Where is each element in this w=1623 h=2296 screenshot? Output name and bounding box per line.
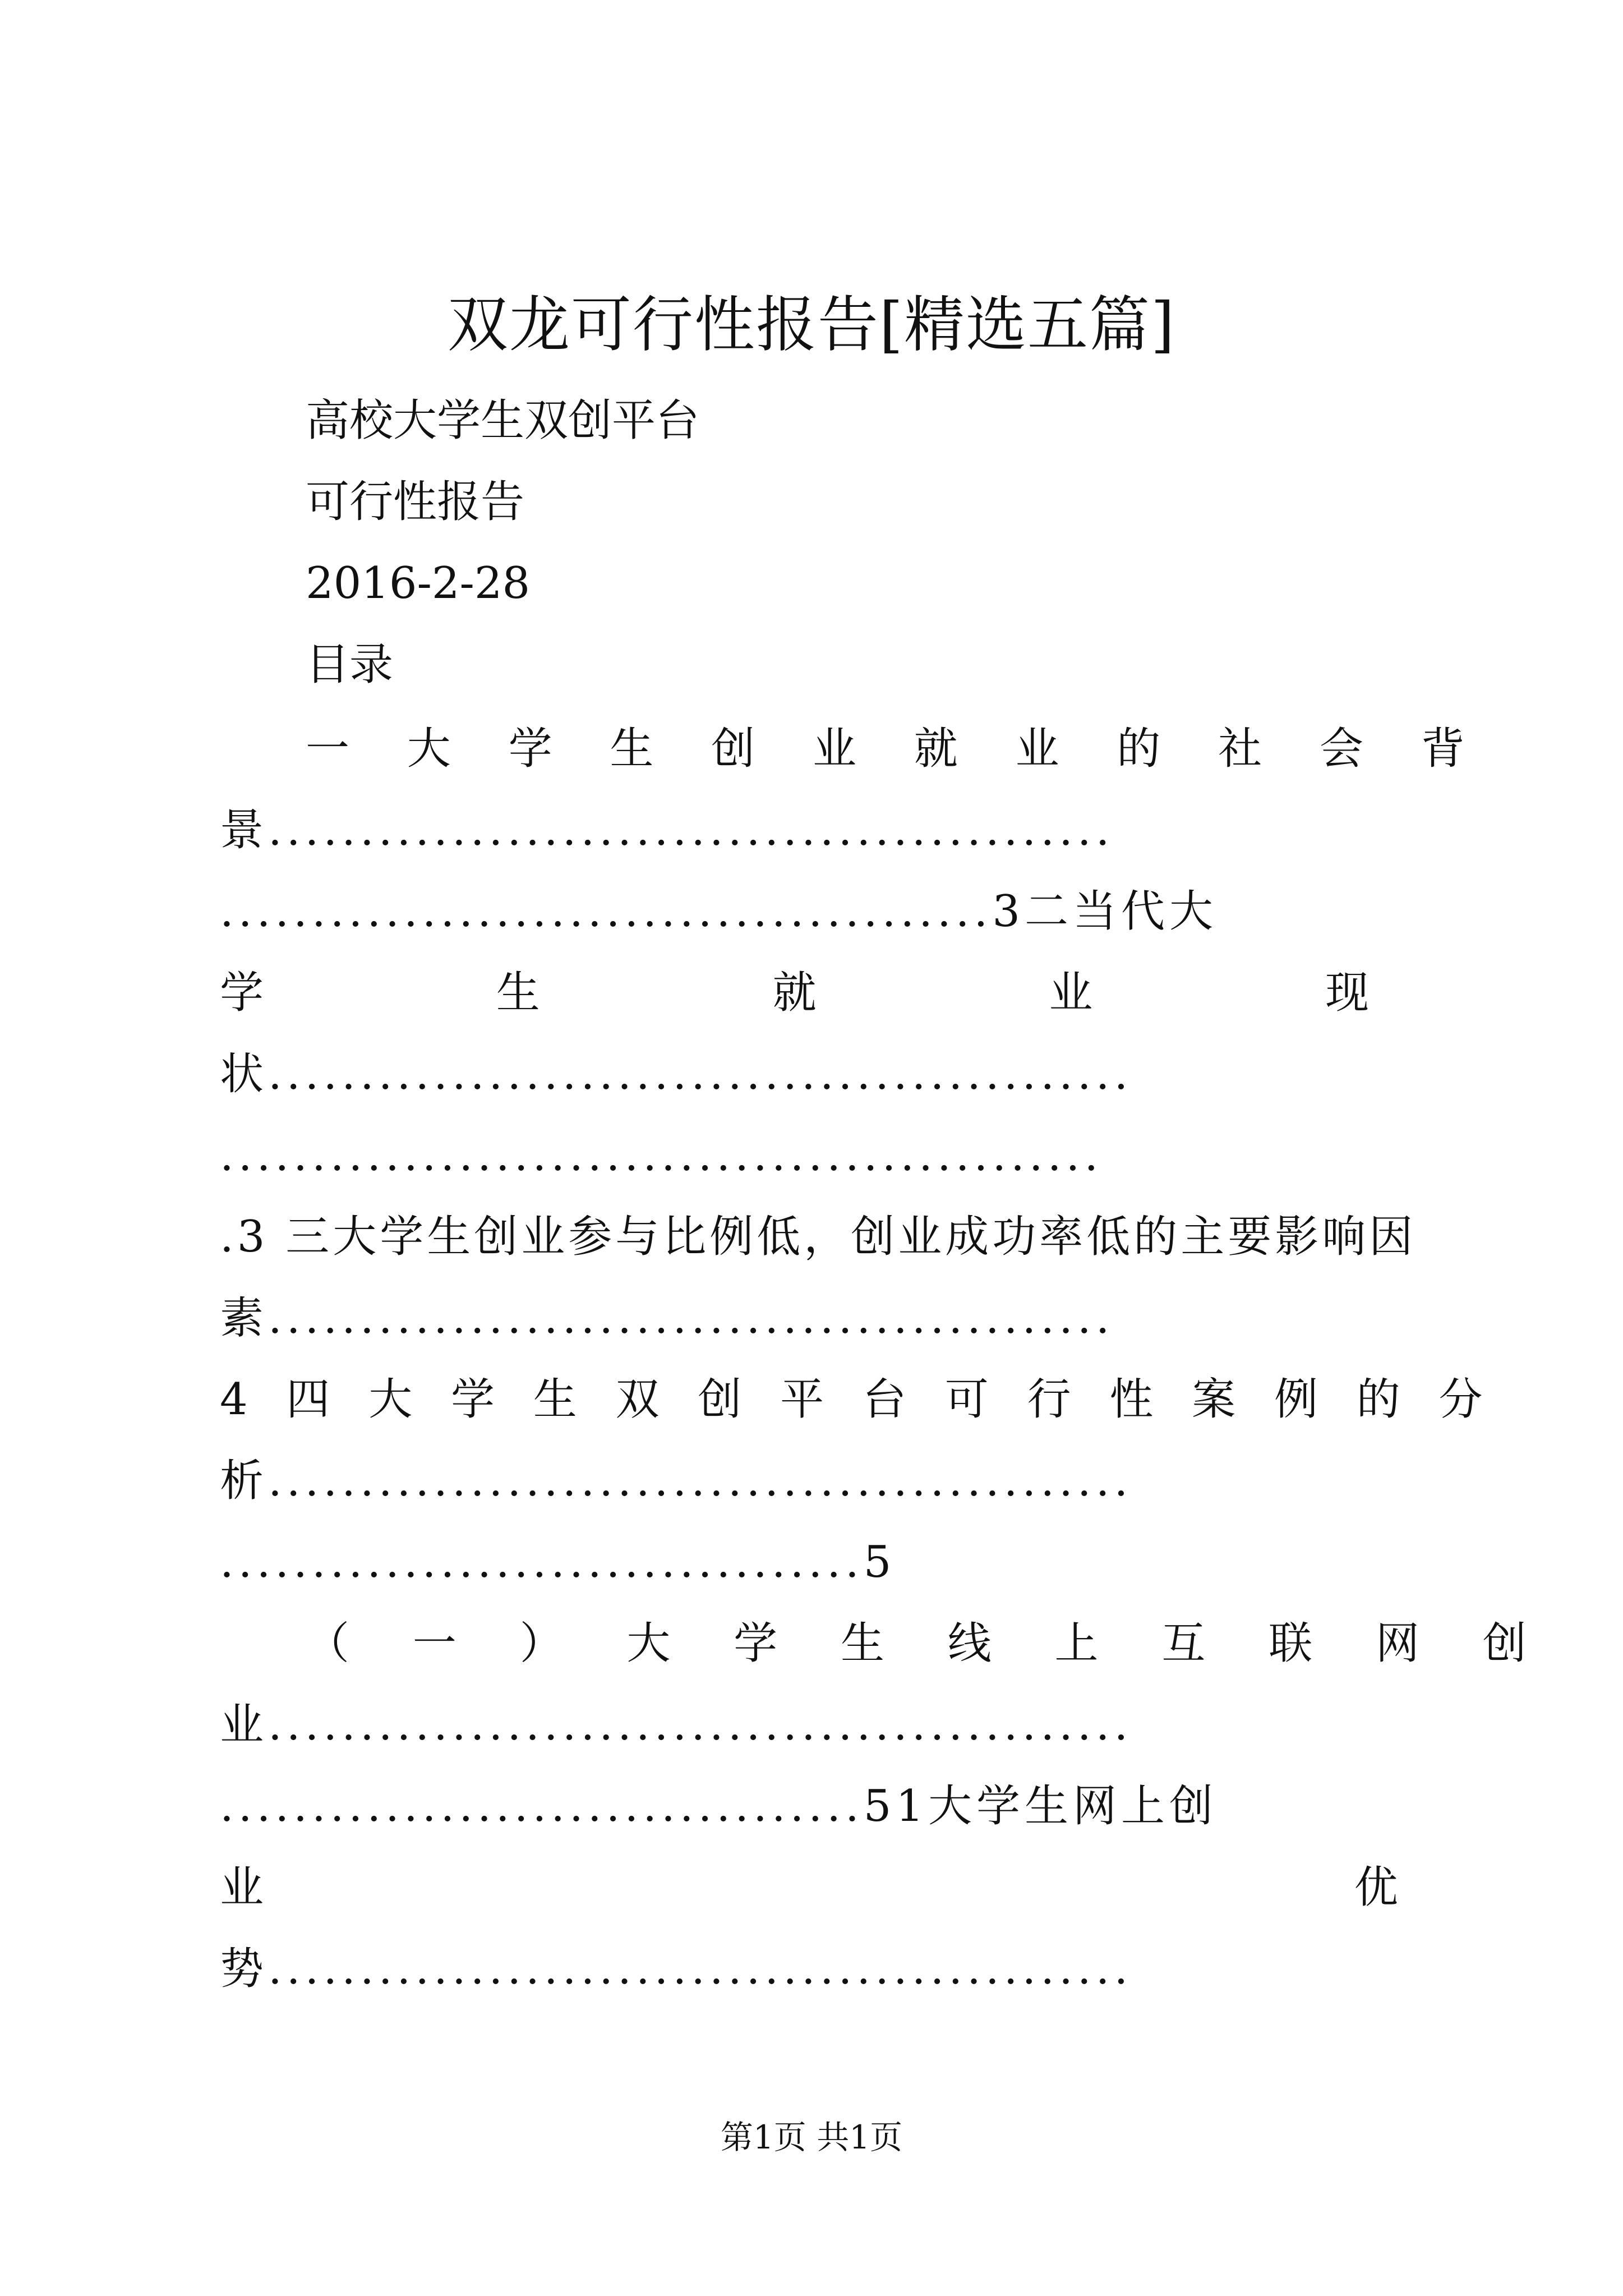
toc-line: 业............................................... — [220, 1700, 1133, 1750]
toc-line: ................................................ — [220, 1130, 1103, 1181]
toc-line: 业 优 — [220, 1862, 1398, 1913]
toc-line: 景.............................................. — [220, 805, 1114, 855]
subtitle-report: 可行性报告 — [306, 477, 525, 527]
toc-line: 4 四 大 学 生 双 创 平 台 可 行 性 案 例 的 分 — [220, 1374, 1483, 1425]
toc-line: （ 一 ） 大 学 生 线 上 互 联 网 创 — [306, 1618, 1527, 1669]
subtitle-platform: 高校大学生双创平台 — [306, 395, 700, 446]
toc-line: 素.............................................. — [220, 1293, 1114, 1343]
toc-line: 状............................................... — [220, 1049, 1133, 1099]
document-date: 2016-2-28 — [306, 558, 531, 609]
toc-heading: 目录 — [306, 639, 394, 690]
toc-line — [306, 721, 1465, 777]
toc-line: ...................................5 — [220, 1537, 896, 1588]
toc-line: ..........................................3二当代大 — [220, 886, 1218, 937]
toc-line: ...................................51大学生网上创 — [220, 1781, 1218, 1832]
toc-line: 学 生 就 业 现 — [220, 968, 1370, 1018]
toc-line-text: 一 大 学 生 创 业 就 业 的 社 会 背 — [306, 724, 1465, 774]
toc-line: 析............................................... — [220, 1456, 1133, 1506]
document-title: 双龙可行性报告[精选五篇] — [447, 290, 1176, 360]
toc-line: .3 三大学生创业参与比例低，创业成功率低的主要影响因 — [220, 1212, 1417, 1262]
toc-line: 势............................................... — [220, 1944, 1133, 1994]
page-footer: 第1页 共1页 — [720, 2118, 903, 2156]
